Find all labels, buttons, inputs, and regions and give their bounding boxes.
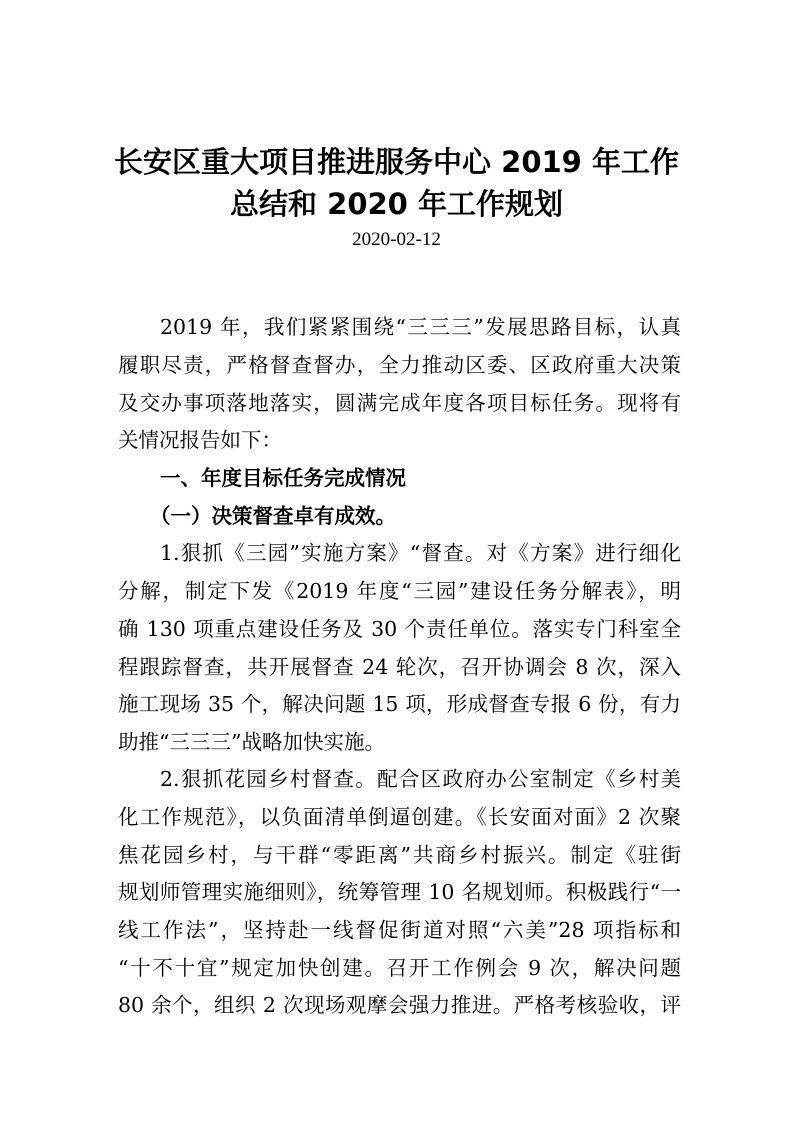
intro-line: 2019 年，我们紧紧围绕“三三三”发展思路目标，认真 — [160, 315, 681, 339]
item1-line: 确 130 项重点建设任务及 30 个责任单位。落实专门科室全 — [118, 617, 681, 641]
item2-line: 2.狠抓花园乡村督查。配合区政府办公室制定《乡村美 — [160, 767, 681, 791]
item2-line: 80 余个，组织 2 次现场观摩会强力推进。严格考核验收，评 — [118, 993, 681, 1017]
item2-line: 化工作规范》，以负面清单倒逼创建。《长安面对面》2 次聚 — [118, 805, 681, 829]
document-title-line-1: 长安区重大项目推进服务中心 2019 年工作 — [114, 145, 679, 179]
item1-line: 施工现场 35 个，解决问题 15 项，形成督查专报 6 份，有力 — [118, 692, 681, 716]
subsection-heading: （一）决策督查卓有成效。 — [150, 504, 396, 528]
item2-line: 线工作法”，坚持赴一线督促街道对照“六美”28 项指标和 — [118, 918, 681, 942]
item1-line: 助推“三三三”战略加快实施。 — [118, 730, 385, 754]
section-heading: 一、年度目标任务完成情况 — [160, 466, 406, 490]
item2-line: 焦花园乡村，与干群“零距离”共商乡村振兴。制定《驻街 — [118, 843, 681, 867]
item1-line: 程跟踪督查，共开展督查 24 轮次，召开协调会 8 次，深入 — [118, 655, 681, 679]
item2-line: 规划师管理实施细则》，统筹管理 10 名规划师。积极践行“一 — [118, 880, 681, 904]
item1-line: 1.狠抓《三园”实施方案》“督查。对《方案》进行细化 — [160, 541, 681, 565]
item1-line: 分解，制定下发《2019 年度“三园”建设任务分解表》，明 — [118, 579, 681, 603]
document-title-line-2: 总结和 2020 年工作规划 — [230, 187, 563, 221]
item2-line: “十不十宜”规定加快创建。召开工作例会 9 次，解决问题 — [118, 956, 681, 980]
intro-line: 及交办事项落地落实，圆满完成年度各项目标任务。现将有 — [118, 391, 681, 415]
document-date: 2020-02-12 — [352, 229, 441, 250]
intro-line: 关情况报告如下： — [118, 428, 282, 452]
intro-line: 履职尽责，严格督查督办，全力推动区委、区政府重大决策 — [118, 353, 681, 377]
